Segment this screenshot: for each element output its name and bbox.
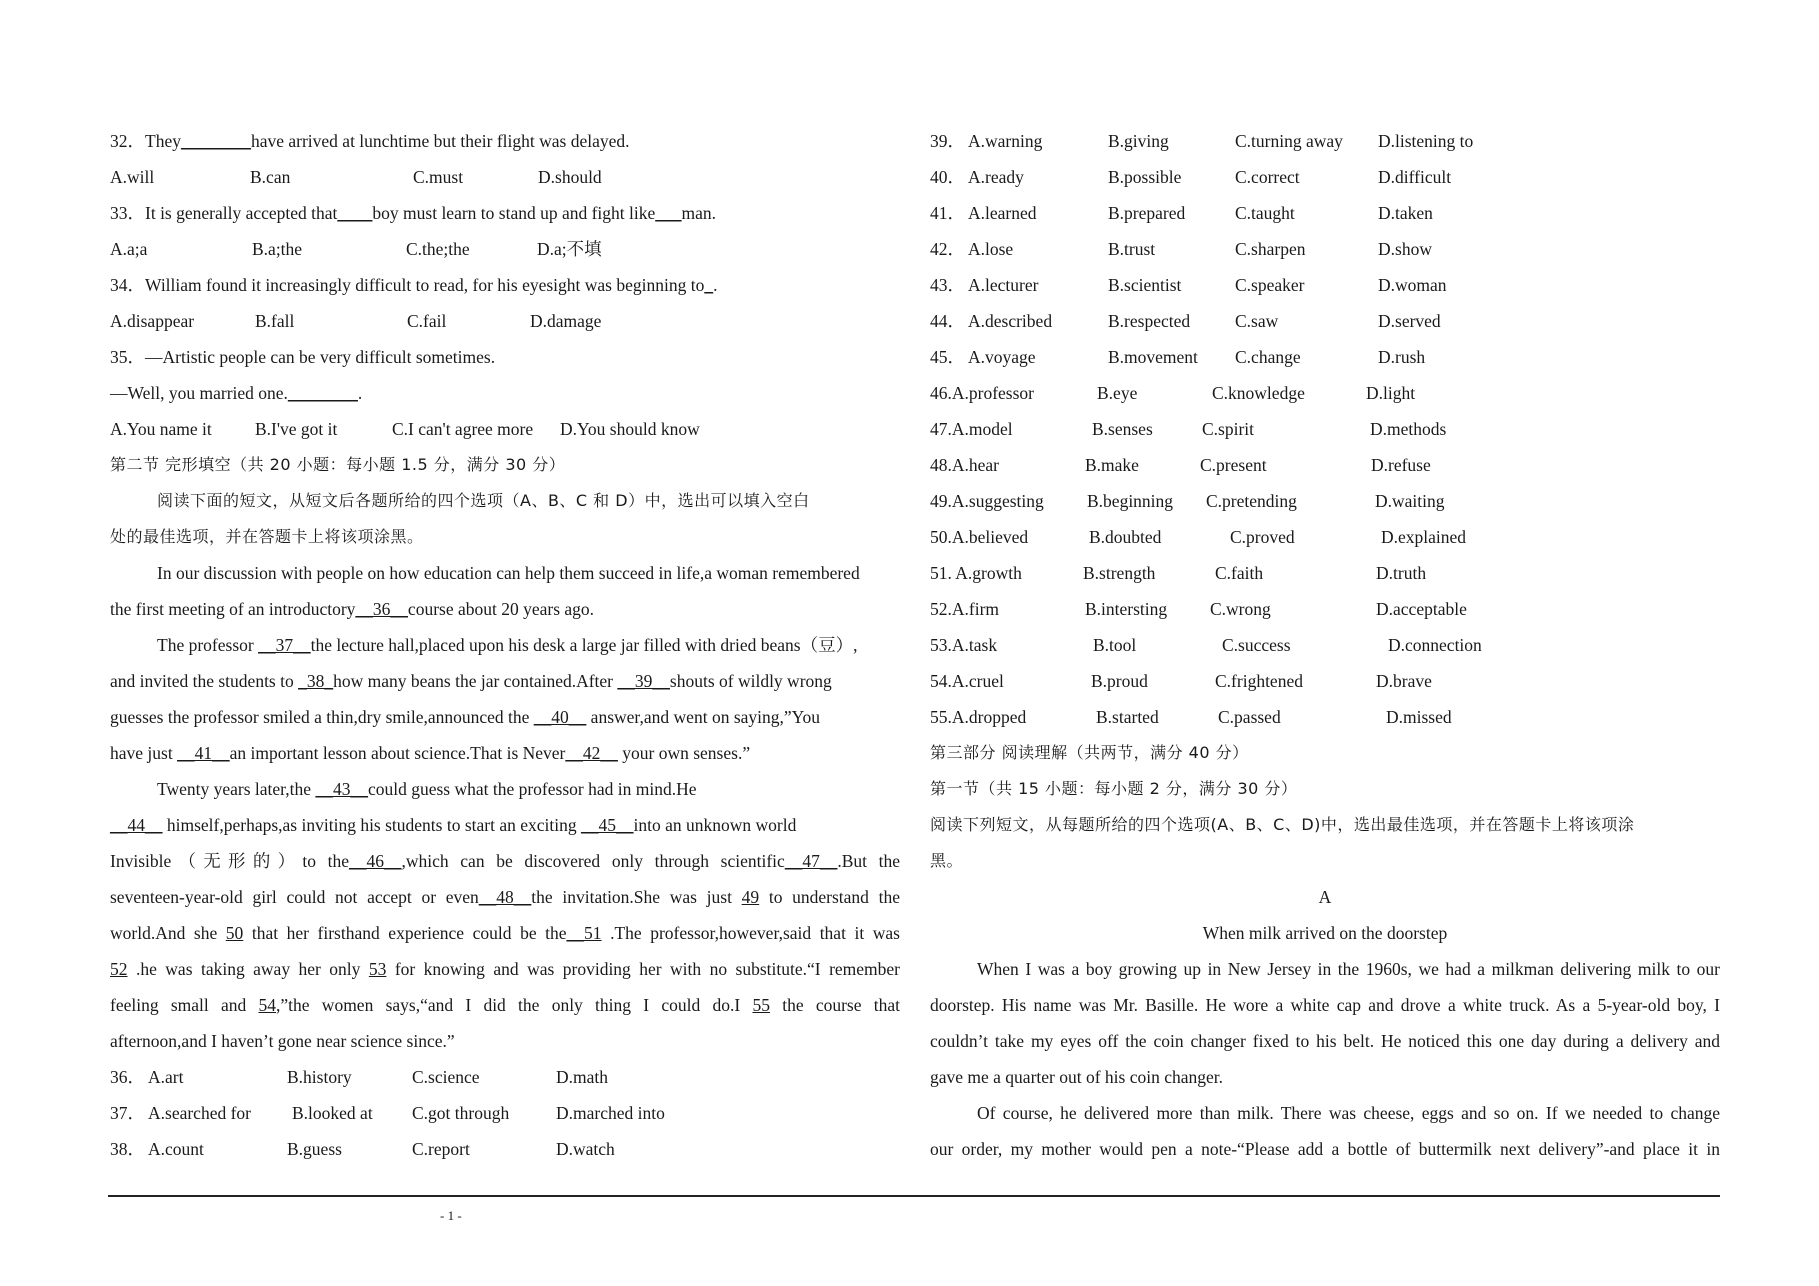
option-d: D.watch [556, 1139, 615, 1159]
option-a: A.You name it [110, 419, 212, 439]
question-number: 37． [110, 1103, 145, 1123]
section1-instructions: 黑。 [930, 851, 964, 870]
passage-letter: A [1318, 887, 1332, 907]
option-d: D.served [1378, 311, 1441, 331]
answer-blank: ____ [337, 203, 373, 223]
option-c: C.correct [1235, 167, 1300, 187]
option-b: B.make [1085, 455, 1139, 475]
option-c: C.science [412, 1067, 480, 1087]
passage-line: the first meeting of an introductory__36__course about 20 years ago. [110, 599, 595, 619]
option-d: D.methods [1370, 419, 1447, 439]
option-c: C.wrong [1210, 599, 1271, 619]
option-d: D.difficult [1378, 167, 1452, 187]
option-d: D.woman [1378, 275, 1447, 295]
option-b: B.tool [1093, 635, 1137, 655]
option-c: C.the;the [406, 239, 470, 259]
question-text: It is generally accepted that [145, 203, 338, 223]
option-b: B.trust [1108, 239, 1156, 259]
question-number: 34． [110, 275, 145, 295]
option-a: A.searched for [148, 1103, 252, 1123]
option-b: B.senses [1092, 419, 1153, 439]
option-b: B.started [1096, 707, 1159, 727]
option-c: C.turning away [1235, 131, 1343, 151]
option-d: D.acceptable [1376, 599, 1467, 619]
option-a: 51. A.growth [930, 563, 1022, 583]
passage-line: Invisible（无形的）to the__46__,which can be discovered only through scientific__47__.But the [110, 851, 900, 871]
question-number: 44． [930, 311, 965, 331]
answer-blank: __51 [566, 923, 602, 943]
passage-line: feeling small and 54,”the women says,“and I did the only thing I could do.I 55 the course that [110, 995, 900, 1015]
answer-blank: 54 [258, 995, 277, 1015]
option-b: B.history [287, 1067, 352, 1087]
answer-blank: 49 [741, 887, 760, 907]
option-a: A.ready [968, 167, 1024, 187]
option-a: 55.A.dropped [930, 707, 1027, 727]
question-text: —Well, you married one. [110, 383, 288, 403]
question-35 [110, 346, 495, 368]
answer-blank: ________ [287, 383, 358, 403]
option-d: D.taken [1378, 203, 1433, 223]
option-b: B.strength [1083, 563, 1156, 583]
option-d: D.a;不填 [537, 239, 602, 259]
question-number: 39． [930, 131, 965, 151]
passage-line: our order, my mother would pen a note-“Please add a bottle of buttermilk next delivery”-and place it in [930, 1139, 1720, 1159]
option-b: B.giving [1108, 131, 1169, 151]
question-number: 45． [930, 347, 965, 367]
question-number: 32． [110, 131, 145, 151]
option-b: B.fall [255, 311, 295, 331]
section2-title: 第二节 完形填空（共 20 小题：每小题 1.5 分，满分 30 分） [110, 455, 566, 474]
question-text: —Artistic people can be very difficult sometimes. [145, 347, 496, 367]
passage-line: afternoon,and I haven’t gone near science since.” [110, 1031, 455, 1051]
option-d: D.math [556, 1067, 609, 1087]
option-c: C.must [413, 167, 464, 187]
answer-blank: _ [704, 275, 714, 295]
option-c: C.I can't agree more [392, 419, 534, 439]
option-d: D.light [1366, 383, 1416, 403]
option-d: D.refuse [1371, 455, 1431, 475]
option-d: D.explained [1381, 527, 1467, 547]
option-a: A.voyage [968, 347, 1036, 367]
passage-line: __44__ himself,perhaps,as inviting his students to start an exciting __45__into an unknown world [110, 815, 797, 835]
question-number: 43． [930, 275, 965, 295]
option-c: C.success [1222, 635, 1291, 655]
option-a: 46.A.professor [930, 383, 1035, 403]
option-a: A.a;a [110, 239, 148, 259]
option-c: C.change [1235, 347, 1301, 367]
answer-blank: __48__ [478, 887, 532, 907]
answer-blank: __43__ [315, 779, 368, 799]
option-d: D.damage [530, 311, 602, 331]
option-b: B.prepared [1108, 203, 1186, 223]
answer-blank: __39__ [617, 671, 670, 691]
option-c: C.pretending [1206, 491, 1297, 511]
option-b: B.beginning [1087, 491, 1174, 511]
option-c: C.sharpen [1235, 239, 1306, 259]
answer-blank: __41__ [177, 743, 230, 763]
option-a: 47.A.model [930, 419, 1013, 439]
question-34 [110, 274, 717, 296]
option-b: B.a;the [252, 239, 303, 259]
option-d: D.You should know [560, 419, 700, 439]
answer-blank: _38_ [298, 671, 334, 691]
option-d: D.missed [1386, 707, 1452, 727]
option-c: C.knowledge [1212, 383, 1305, 403]
option-a: A.count [148, 1139, 204, 1159]
passage-line: The professor __37__the lecture hall,placed upon his desk a large jar filled with dried beans（豆）, [157, 635, 858, 655]
option-b: B.doubted [1089, 527, 1162, 547]
question-text: . [357, 383, 363, 403]
option-a: 48.A.hear [930, 455, 1000, 475]
option-c: C.passed [1218, 707, 1281, 727]
answer-blank: 52 [110, 959, 128, 979]
option-c: C.fail [407, 311, 447, 331]
option-c: C.speaker [1235, 275, 1305, 295]
option-a: A.learned [968, 203, 1037, 223]
passage-line: couldn’t take my eyes off the coin changer fixed to his belt. He noticed this one day during a delivery and [930, 1031, 1720, 1051]
option-d: D.truth [1376, 563, 1427, 583]
option-c: C.proved [1230, 527, 1295, 547]
section1-title: 第一节（共 15 小题：每小题 2 分，满分 30 分） [930, 779, 1298, 798]
page-number: - 1 - [440, 1208, 462, 1223]
option-c: C.report [412, 1139, 470, 1159]
option-c: C.taught [1235, 203, 1295, 223]
answer-blank: ___ [655, 203, 682, 223]
option-d: D.connection [1388, 635, 1482, 655]
passage-line: Twenty years later,the __43__could guess what the professor had in mind.He [157, 779, 697, 799]
option-d: D.brave [1376, 671, 1432, 691]
answer-blank: ________ [180, 131, 251, 151]
question-text: William found it increasingly difficult to read, for his eyesight was beginning to [145, 275, 705, 295]
option-c: C.spirit [1202, 419, 1255, 439]
section2-instructions: 处的最佳选项，并在答题卡上将该项涂黑。 [110, 527, 424, 546]
option-d: D.rush [1378, 347, 1426, 367]
passage-line: seventeen-year-old girl could not accept or even__48__the invitation.She was just 49 to understand the [110, 887, 900, 907]
answer-blank: 55 [752, 995, 770, 1015]
option-b: B.respected [1108, 311, 1191, 331]
passage-line: guesses the professor smiled a thin,dry smile,announced the __40__ answer,and went on saying,”You [110, 707, 821, 727]
answer-blank: 50 [225, 923, 244, 943]
option-a: A.lose [968, 239, 1014, 259]
footer-rule [108, 1195, 1720, 1197]
passage-line: Of course, he delivered more than milk. There was cheese, eggs and so on. If we needed to change [977, 1103, 1720, 1123]
answer-blank: __45__ [580, 815, 634, 835]
option-b: B.guess [287, 1139, 342, 1159]
option-a: 50.A.believed [930, 527, 1029, 547]
option-d: D.marched into [556, 1103, 665, 1123]
answer-blank: __46__ [349, 851, 402, 871]
option-a: A.described [968, 311, 1053, 331]
question-text: boy must learn to stand up and fight like [372, 203, 656, 223]
question-text: They [145, 131, 181, 151]
question-33 [110, 202, 716, 224]
question-number: 40． [930, 167, 965, 187]
question-number: 38． [110, 1139, 145, 1159]
section1-instructions: 阅读下列短文，从每题所给的四个选项(A、B、C、D)中，选出最佳选项，并在答题卡上将该项涂 [930, 815, 1635, 834]
option-a: A.warning [968, 131, 1043, 151]
answer-blank: __40__ [533, 707, 587, 727]
question-number: 41． [930, 203, 965, 223]
option-a: 54.A.cruel [930, 671, 1004, 691]
answer-blank: 53 [368, 959, 387, 979]
option-a: 53.A.task [930, 635, 998, 655]
option-b: B.proud [1091, 671, 1148, 691]
answer-blank: __44__ [110, 815, 163, 835]
option-b: B.scientist [1108, 275, 1182, 295]
section2-instructions: 阅读下面的短文，从短文后各题所给的四个选项（A、B、C 和 D）中，选出可以填入空白 [157, 491, 810, 510]
question-number: 42． [930, 239, 965, 259]
option-d: D.listening to [1378, 131, 1474, 151]
option-c: C.got through [412, 1103, 510, 1123]
option-a: A.lecturer [968, 275, 1039, 295]
option-c: C.frightened [1215, 671, 1303, 691]
option-b: B.I've got it [255, 419, 338, 439]
option-a: A.disappear [110, 311, 195, 331]
answer-blank: __47__ [784, 851, 838, 871]
option-a: A.art [148, 1067, 184, 1087]
question-text: have arrived at lunchtime but their flight was delayed. [250, 131, 630, 151]
option-d: D.should [538, 167, 602, 187]
question-35-reply [110, 382, 362, 404]
passage-line: 52 .he was taking away her only 53 for knowing and was providing her with no substitute.“I remember [110, 959, 900, 979]
option-a: 49.A.suggesting [930, 491, 1044, 511]
option-d: D.show [1378, 239, 1432, 259]
option-b: B.can [250, 167, 291, 187]
passage-line: In our discussion with people on how education can help them succeed in life,a woman remembered [157, 563, 860, 583]
question-number: 36． [110, 1067, 145, 1087]
passage-title: When milk arrived on the doorstep [1202, 923, 1448, 943]
option-b: B.intersting [1085, 599, 1168, 619]
option-b: B.looked at [292, 1103, 373, 1123]
question-text: . [713, 275, 718, 295]
answer-blank: __36__ [355, 599, 408, 619]
answer-blank: __37__ [258, 635, 311, 655]
passage-line: world.And she 50 that her firsthand experience could be the__51 .The professor,however,said that it was [110, 923, 900, 943]
question-number: 35． [110, 347, 145, 367]
passage-line: and invited the students to _38_how many beans the jar contained.After __39__shouts of wildly wrong [110, 671, 832, 691]
answer-blank: __42__ [565, 743, 618, 763]
passage-line: When I was a boy growing up in New Jersey in the 1960s, we had a milkman delivering milk to our [977, 959, 1720, 979]
passage-line: gave me a quarter out of his coin changer. [930, 1067, 1224, 1087]
option-b: B.possible [1108, 167, 1182, 187]
part3-title: 第三部分 阅读理解（共两节，满分 40 分） [930, 743, 1249, 762]
passage-line: doorstep. His name was Mr. Basille. He wore a white cap and drove a white truck. As a 5-year-old boy, I [930, 995, 1720, 1015]
option-c: C.saw [1235, 311, 1279, 331]
question-number: 33． [110, 203, 145, 223]
option-b: B.eye [1097, 383, 1138, 403]
question-text: man. [681, 203, 717, 223]
option-c: C.faith [1215, 563, 1264, 583]
question-32 [110, 130, 630, 152]
option-d: D.waiting [1375, 491, 1445, 511]
option-b: B.movement [1108, 347, 1198, 367]
option-a: A.will [110, 167, 155, 187]
option-c: C.present [1200, 455, 1267, 475]
option-a: 52.A.firm [930, 599, 1000, 619]
passage-line: have just __41__an important lesson about science.That is Never__42__ your own senses.” [110, 743, 751, 763]
